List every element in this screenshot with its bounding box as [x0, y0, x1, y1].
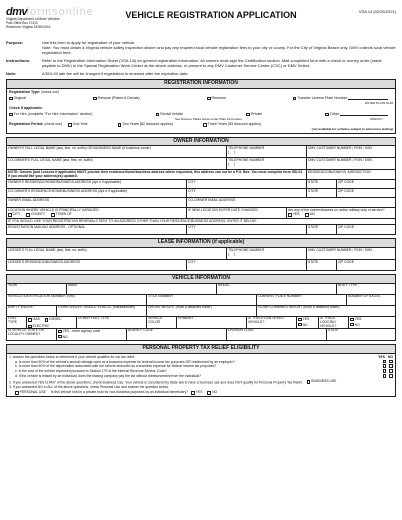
tax-question-a: a. Is more than 50% of the vehicle's annual mileage used as a business expense for federal income tax purposes OR reimbursed by an employer? — [15, 359, 235, 364]
plate-number-field[interactable] — [348, 97, 388, 100]
empty-weight-field[interactable]: EMPTY WEIGHT — [7, 306, 57, 316]
garaged-county-checkbox[interactable] — [26, 213, 30, 217]
year-field[interactable]: YEAR — [7, 284, 67, 294]
owner-city-field[interactable]: CITY — [187, 180, 307, 188]
vehicle-heading: VEHICLE INFORMATION — [7, 275, 395, 284]
owner-address-note: NOTE: Owners (and Lessees if applicable) MUST provide their residence/home/business address where requested, this address can not be a P.O. Box. You must complete form ISD-01 if you would like your address(es) updated. — [7, 170, 307, 179]
instructions-text: Refer to the Registration Information Sheet (VSA 14I) for general registration information. All owners must sign the Certification section. Mail completed form with a check or money order (made payable to DMV) to the Special Registration Work Center at the above address, or present to any DMV Customer Service Center (CSC) or DMV Select. — [42, 58, 382, 68]
trust-no-checkbox[interactable] — [207, 391, 211, 395]
mailing-city-field[interactable]: CITY — [187, 225, 307, 234]
agency-code-field[interactable]: AGENCY CODE — [127, 329, 227, 340]
two-year-checkbox[interactable] — [118, 123, 122, 127]
purpose-label: Purpose: — [6, 40, 24, 45]
diesel-checkbox[interactable] — [45, 318, 49, 322]
axles-field[interactable]: NUMBER OF AXLES — [348, 294, 381, 299]
military-no-checkbox[interactable] — [305, 213, 309, 217]
qd-no-checkbox[interactable] — [389, 374, 393, 378]
renewal-checkbox[interactable] — [207, 97, 211, 101]
form-header — [6, 4, 396, 40]
owner-phone-field[interactable]: TELEPHONE NUMBER ( ) — [227, 146, 307, 157]
co-owner-address-field[interactable]: CO-OWNER'S RESIDENCE/HOME/BUSINESS ADDRESS (Apt # if applicable) — [7, 189, 187, 197]
owner-dmv-number-field[interactable]: DMV CUSTOMER NUMBER / FEIN / SSN — [308, 146, 372, 150]
trust-yes-checkbox[interactable] — [191, 391, 195, 395]
owner-name-field[interactable]: OWNER'S FULL LEGAL NAME (last, first, mi, suffix) OR BUSINESS NAME (if business owner) — [7, 146, 227, 157]
tax-question-2: 2. If you answered YES to ANY of the above questions, check Business Use. Your vehicle is considered by State law to have a business use and does NOT qualify for Personal Property Tax Relief. BUSINESS USE — [9, 379, 337, 385]
gross-weight-field[interactable]: GROSS WEIGHT (truck & attached trailer) — [147, 306, 257, 316]
lessee-dmv-number-field[interactable]: DMV CUSTOMER NUMBER / FEIN / SSN — [308, 248, 372, 252]
qc-yes-checkbox[interactable] — [383, 369, 387, 373]
registration-heading: REGISTRATION INFORMATION — [7, 80, 395, 89]
state-owned-no-checkbox[interactable] — [58, 335, 62, 339]
lessee-city-field[interactable]: CITY — [187, 260, 307, 270]
co-owner-dmv-number-field[interactable]: DMV CUSTOMER NUMBER / FEIN / SSN — [308, 158, 372, 162]
agency-address: Virginia Department of Motor Vehicles Post Office Box 27412 Richmond, Virginia 23269-0001 — [6, 17, 60, 29]
co-owner-zip-field[interactable]: ZIP CODE — [338, 189, 354, 193]
jurisdiction-field[interactable]: RESIDENCE/BUSINESS JURISDICTION — [308, 170, 371, 174]
mailing-zip-field[interactable]: ZIP CODE — [338, 225, 354, 229]
title-number-field[interactable]: TITLE NUMBER — [147, 295, 257, 305]
date-changed-field[interactable]: IF NEW LOCATION ENTER DATE CHANGED — [187, 208, 287, 218]
transfer-plate-checkbox[interactable] — [293, 97, 297, 101]
three-year-checkbox[interactable] — [203, 123, 207, 127]
other-specify-field[interactable] — [340, 113, 388, 116]
garaged-town-checkbox[interactable] — [51, 213, 55, 217]
tax-question-d: d. If the vehicle is leased by an individual, does the leasing company pay the tax without reimbursement from the individual? — [15, 374, 201, 379]
model-field[interactable]: MODEL — [217, 284, 337, 294]
page-title: VEHICLE REGISTRATION APPLICATION — [125, 10, 297, 20]
owner-address-field[interactable]: OWNER'S RESIDENCE/HOME/BUSINESS ADDRESS (Apt # if applicable) — [7, 180, 187, 188]
co-owner-phone-field[interactable]: TELEPHONE NUMBER ( ) — [227, 158, 307, 169]
military-question: Are any of the owners/lessees on active military duty or service? YES NO — [288, 208, 385, 216]
garaged-city-checkbox[interactable] — [8, 213, 12, 217]
form-page — [6, 4, 396, 516]
low-speed-no-checkbox[interactable] — [298, 323, 302, 327]
low-speed-yes-checkbox[interactable] — [298, 318, 302, 322]
body-type-field[interactable]: BODY TYPE — [338, 283, 358, 288]
lease-section — [6, 238, 396, 271]
gcwr-field[interactable]: GCWR COMBINED WEIGHT (truck & attached trailer) — [258, 305, 340, 310]
qb-no-checkbox[interactable] — [389, 364, 393, 368]
personal-use-row: PERSONAL USE Is this vehicle held in a private trust for non-business purposes by an individual beneficiary? YES NO — [9, 390, 393, 395]
watermark: formsonline — [26, 6, 94, 18]
vin-field[interactable]: VEHICLE IDENTIFICATION NUMBER (VIN) — [7, 295, 147, 305]
qc-no-checkbox[interactable] — [389, 369, 393, 373]
division-code-field[interactable]: DIVISION CODE — [227, 329, 327, 340]
late-fee-note: A $10.00 late fee will be charged if registration is renewed after the expiration date. — [42, 71, 189, 76]
vehicle-state-field[interactable]: STATE — [328, 328, 339, 333]
lessee-zip-field[interactable]: ZIP CODE — [338, 260, 354, 264]
gvwr-field[interactable]: GVWR WEIGHT SINGLE VEHICLE (manufacturer) — [57, 306, 147, 316]
private-checkbox[interactable] — [246, 113, 250, 117]
purpose-text: Use this form to apply for registration of your vehicle. — [42, 40, 136, 45]
tax-relief-heading: PERSONAL PROPERTY TAX RELIEF ELIGIBILITY — [7, 345, 395, 354]
owner-section — [6, 137, 396, 236]
lessee-state-field[interactable]: STATE — [307, 260, 337, 270]
make-field[interactable]: MAKE — [67, 284, 217, 294]
vehicle-section: VEHICLE INFORMATION YEAR MAKE MODEL BODY TYPE VEHICLE IDENTIFICATION NUMBER (VIN) TITLE NUMBER CURRENT PLATE NUMBER NUMBER OF AXLES EMPTY WEIGHT GVWR WEIGHT SINGLE VEHICLE (manufacturer) GROSS WEIGHT (truck & attached trailer) GCWR COMBINED WEIGHT (truck & attached trailer) FUEL TYPE GAS DIESEL ELECTRIC OTHER FUEL TYPE VEHICLE COLOR PRIMARY IS THIS A LOW SPEED VEHICLE? YES NO IS THIS A LOGGING VEHICLE? YES NO IS VEHICLE STATE OR LOCALITY OWNED? YES - enter agency code NO AGENCY CODE DIVISION CODE STATE — [6, 274, 396, 341]
primary-color-field[interactable]: PRIMARY — [177, 317, 247, 328]
other-fuel-field[interactable]: OTHER FUEL TYPE — [77, 317, 147, 328]
lessee-name-field[interactable]: LESSEE'S FULL LEGAL NAME (last, first, mi, suffix) — [7, 248, 227, 259]
note-label: Note: — [6, 71, 17, 76]
mailing-address-field[interactable]: REGISTRATION MAILING ADDRESS - OPTIONAL — [7, 225, 187, 234]
form-number: VSA 14 (02/25/2021) — [358, 9, 396, 14]
one-year-checkbox[interactable] — [68, 123, 72, 127]
tax-question-b: b. Is more than 50% of the depreciation associated with the vehicle deducted as a business expense for federal income tax purposes? — [15, 364, 217, 369]
lessee-phone-field[interactable]: TELEPHONE NUMBER ( ) — [227, 248, 307, 259]
other-checkbox[interactable] — [325, 113, 329, 117]
personal-use-checkbox[interactable] — [15, 391, 19, 395]
intro-section — [6, 40, 396, 76]
reissue-checkbox[interactable] — [93, 97, 97, 101]
tax-question-1: 1. Answer the questions below to determine if your vehicle qualifies for car tax relief. — [9, 354, 135, 359]
garaged-location-field[interactable]: LOCATION WHERE VEHICLE IS PRINCIPALLY GARAGED CITY COUNTY TOWN OF — [7, 208, 187, 218]
qa-no-checkbox[interactable] — [389, 360, 393, 364]
for-hire-checkbox[interactable] — [9, 113, 13, 117]
tax-relief-section: PERSONAL PROPERTY TAX RELIEF ELIGIBILITY 1. Answer the questions below to determine if your vehicle qualifies for car tax relief. YES NO a. Is more than 50% of the vehicle's annual mileage used as a business expense for federal income tax purposes OR reimbursed by an employer? b. Is more than 50% of the depreciation associated with the vehicle deducted as a business expense for federal income tax purposes? c. Is the cost of the vehicle expensed pursuant to Section 179 of the Internal Revenue Service Code? d. If the vehicle is leased by an individual, does the leasing company pay the tax without reimbursement from the individual? 2. If you answered YES to ANY of the above questions, check Business Use. Your vehicle is considered by State law to have a business use and does NOT qualify for Personal Property Tax Relief. BUSINESS USE 3. If you answered NO to ALL of the above questions, check Personal Use and answer the question below. PERSONAL USE Is this vehicle held in a private trust for non-business purposes by an individual beneficiary? YES NO — [6, 344, 396, 398]
owner-heading: OWNER INFORMATION — [7, 138, 395, 147]
low-speed-options: YES NO — [297, 317, 319, 328]
state-owned-options: YES - enter agency code NO — [57, 329, 127, 340]
co-owner-state-field[interactable]: STATE — [307, 189, 337, 197]
owner-zip-field[interactable]: ZIP CODE — [338, 180, 354, 184]
qb-yes-checkbox[interactable] — [383, 364, 387, 368]
logging-options: YES NO — [349, 317, 395, 328]
co-owner-email-field[interactable]: CO-OWNER EMAIL ADDRESS — [188, 198, 236, 202]
current-plate-field[interactable]: CURRENT PLATE NUMBER — [257, 295, 347, 305]
owner-state-field[interactable]: STATE — [307, 180, 337, 188]
military-yes-checkbox[interactable] — [288, 213, 292, 217]
original-checkbox[interactable] — [9, 97, 13, 101]
tax-question-c: c. Is the cost of the vehicle expensed pursuant to Section 179 of the Internal Revenue Service Code? — [15, 369, 167, 374]
owner-email-field[interactable]: OWNER EMAIL ADDRESS — [7, 198, 187, 207]
business-use-checkbox[interactable] — [307, 380, 311, 384]
logging-no-checkbox[interactable] — [350, 323, 354, 327]
electric-checkbox[interactable] — [28, 325, 32, 328]
co-owner-city-field[interactable]: CITY — [187, 189, 307, 197]
tax-question-3: 3. If you answered NO to ALL of the above questions, check Personal Use and answer the question below. — [9, 385, 169, 390]
logging-yes-checkbox[interactable] — [350, 318, 354, 322]
lease-heading: LEASE INFORMATION (if applicable) — [7, 239, 395, 248]
purpose-note: Note: You must obtain a Virginia vehicle safety inspection sticker and pay any required local vehicle registration fees to your city or county. For the City of Virginia Beach only, DMV collects local vehicle registration fees. — [42, 45, 396, 55]
rental-checkbox[interactable] — [156, 113, 160, 117]
qa-yes-checkbox[interactable] — [383, 360, 387, 364]
co-owner-name-field[interactable]: CO-OWNER'S FULL LEGAL NAME (last, first, mi, suffix) — [7, 158, 227, 169]
renewal-address-note: IF YOU WOULD LIKE YOUR REGISTRATION RENEWALS SENT TO AN ADDRESS OTHER THAN YOUR RESIDENCE/BUSINESS ADDRESS, ENTER IT BELOW: — [8, 219, 257, 223]
lessee-address-field[interactable]: LESSEE'S RESIDENCE/BUSINESS ADDRESS — [7, 260, 187, 270]
mailing-state-field[interactable]: STATE — [307, 225, 337, 234]
fuel-type-options: GAS DIESEL ELECTRIC — [27, 317, 77, 328]
dmv-logo: dmv — [6, 6, 28, 18]
state-owned-yes-checkbox[interactable] — [58, 330, 62, 334]
gas-checkbox[interactable] — [28, 318, 32, 322]
registration-section: REGISTRATION INFORMATION Registration Type: (check one) Original Reissue (Plates & Decals) Renewal Transfer License Plate Number: ENTER PLATE NUM Check if applicable: For Hire (complete "For Hire Information" section) Rental Vehicle Private Other: See Reissue Plates below under Plate information. SPECIFY Registration Period: (check one) One Year Two Years ($2 discount applies) Three Years ($3 discount applies) (not available for vehicles subject to emissions testing) — [6, 79, 396, 134]
instructions-label: Instructions: — [6, 58, 31, 63]
qd-yes-checkbox[interactable] — [383, 374, 387, 378]
